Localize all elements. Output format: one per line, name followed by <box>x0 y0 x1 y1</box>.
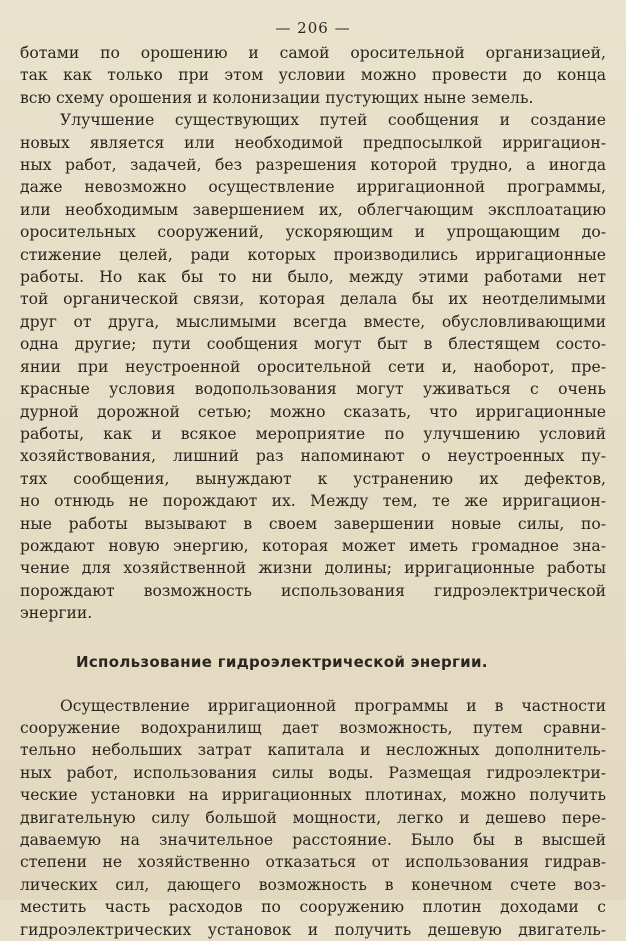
text-line: но отнюдь не порождают их. Между тем, те же ирригацион- <box>20 492 606 511</box>
text-line: тельно небольших затрат капитала и несложных дополнитель- <box>20 741 606 760</box>
text-line: тях сообщения, вынуждают к устранению их дефектов, <box>20 469 606 488</box>
text-line: работы, как и всякое мероприятие по улучшению условий <box>20 424 606 443</box>
text-line: гидроэлектрических установок и получить дешевую двигатель- <box>20 920 606 939</box>
text-line: всю схему орошения и колонизации пустующих ныне земель. <box>20 88 534 107</box>
paragraph-3 <box>20 695 606 941</box>
text-line: ботами по орошению и самой оросительной организацией, <box>20 44 606 62</box>
text-line: местить часть расходов по сооружению плотин доходами с <box>20 898 606 917</box>
text-line: работы. Но как бы то ни было, между этими работами нет <box>20 268 606 287</box>
text-line: или необходимым завершением их, облегчающим эксплоатацию <box>20 200 606 219</box>
text-line: янии при неустроенной оросительной сети и, наоборот, пре- <box>20 357 606 376</box>
text-line: ных работ, задачей, без разрешения которой трудно, а иногда <box>20 156 606 175</box>
paragraph-2 <box>20 109 606 624</box>
section-heading: Использование гидроэлектрической энергии. <box>76 652 488 671</box>
text-line: Осуществление ирригационной программы и в частности <box>60 696 606 715</box>
page-number: — 206 — <box>275 19 351 37</box>
text-line: ческие установки на ирригационных плотинах, можно получить <box>20 786 606 805</box>
text-line: степени не хозяйственно отказаться от использования гидрав- <box>20 853 606 872</box>
text-line: сооружение водохранилищ дает возможность, путем сравни- <box>20 718 606 737</box>
text-line: красные условия водопользования могут уживаться с очень <box>20 380 606 399</box>
text-line: рождают новую энергию, которая может иметь громадное зна- <box>20 536 606 555</box>
text-line: ные работы вызывают в своем завершении новые силы, по- <box>20 514 606 533</box>
text-line: друг от друга, мыслимыми всегда вместе, обусловливающими <box>20 312 606 331</box>
text-line: ных работ, использования силы воды. Размещая гидроэлектри- <box>20 763 606 782</box>
text-line: даже невозможно осуществление ирригационной программы, <box>20 178 606 197</box>
paragraph-1 <box>20 42 606 109</box>
text-line: лических сил, дающего возможность в конечном счете воз- <box>20 875 606 894</box>
text-line: даваемую на значительное расстояние. Было бы в высшей <box>20 831 606 849</box>
text-line: Улучшение существующих путей сообщения и создание <box>60 111 606 130</box>
text-line: оросительных сооружений, ускоряющим и упрощающим до- <box>20 223 606 242</box>
text-line: чение для хозяйственной жизни долины; ирригационные работы <box>20 559 606 578</box>
text-line: порождают возможность использования гидроэлектрической <box>20 581 606 600</box>
text-line: хозяйствования, лишний раз напоминают о неустроенных пу- <box>20 447 606 466</box>
text-line: энергии. <box>20 604 93 623</box>
text-line: так как только при этом условии можно провести до конца <box>20 66 606 85</box>
text-line: дурной дорожной сетью; можно сказать, что ирригационные <box>20 402 606 421</box>
text-line: одна другие; пути сообщения могут быт в блестящем состо- <box>20 335 606 354</box>
text-line: той органической связи, которая делала бы их неотделимыми <box>20 290 606 309</box>
text-line: новых является или необходимой предпосылкой ирригацион- <box>20 133 606 152</box>
text-line: двигательную силу большой мощности, легко и дешево пере- <box>20 808 606 827</box>
text-line: стижение целей, ради которых производились ирригационные <box>20 245 606 264</box>
